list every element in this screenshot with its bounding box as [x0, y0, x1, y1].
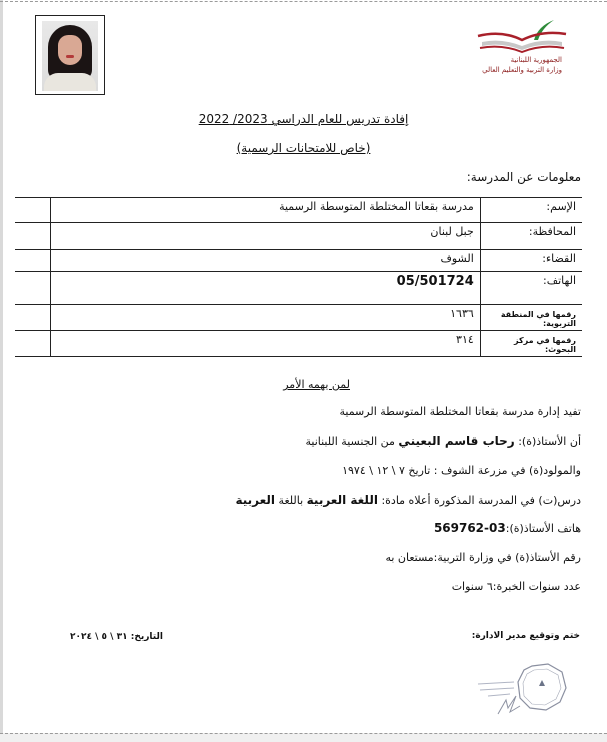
row-value: ٣١٤ — [51, 331, 481, 357]
table-row — [15, 198, 582, 223]
ministry-logo — [472, 18, 572, 80]
statement-birth: والمولود(ة) في مزرعة الشوف : تاريخ ٧ \ ١٢ \ ١٩٧٤ — [342, 464, 581, 477]
table-row — [15, 223, 582, 250]
row-label: القضاء: — [480, 250, 582, 272]
logo-text-republic: الجمهورية اللبنانية — [510, 56, 562, 64]
stamp-cedar — [539, 680, 545, 686]
row-label: الإسم: — [480, 198, 582, 223]
teacher-phone: 03-569762 — [433, 521, 506, 535]
row-empty — [15, 272, 51, 305]
logo-text-ministry: وزارة التربية والتعليم العالي — [482, 66, 562, 74]
row-value: الشوف — [51, 250, 481, 272]
table-row — [15, 250, 582, 272]
teacher-prefix: أن الأستاذ(ة): — [514, 435, 581, 448]
stamp-text-line — [488, 694, 510, 696]
subject-name: اللغة العربية — [306, 493, 378, 507]
photo-lips — [66, 55, 74, 58]
page-top-border — [0, 1, 607, 2]
row-empty — [15, 250, 51, 272]
statement-ministry-number: رقم الأستاذ(ة) في وزارة التربية:مستعان به — [385, 551, 581, 564]
photo-image — [42, 21, 98, 91]
to-whom-heading: لمن يهمه الأمر — [283, 378, 350, 391]
signature-label: ختم وتوقيع مدير الادارة: — [471, 631, 580, 641]
row-empty — [15, 305, 51, 331]
row-empty — [15, 223, 51, 250]
logo-line-top — [478, 33, 566, 40]
teacher-name: رحاب قاسم البعيني — [398, 434, 515, 448]
date-label: التاريخ: ٣١ \ ٥ \ ٢٠٢٤ — [70, 632, 163, 642]
book-icon — [472, 18, 572, 54]
photo-face — [58, 35, 82, 65]
row-empty — [15, 331, 51, 357]
table-row — [15, 305, 582, 331]
statement-teacher — [305, 434, 581, 448]
phone-label: هاتف الأستاذ(ة): — [505, 522, 581, 535]
school-info-table — [15, 197, 582, 357]
teacher-photo — [35, 15, 105, 95]
statement-subject — [236, 493, 582, 507]
document-subtitle: (خاص للامتحانات الرسمية) — [236, 141, 371, 155]
stamp-text-line — [478, 682, 514, 684]
statement-intro: تفيد إدارة مدرسة بقعاتا المختلطة المتوسطة الرسمية — [339, 405, 581, 418]
stamp-text-line — [480, 688, 514, 690]
row-empty — [15, 198, 51, 223]
page-bottom-border — [0, 733, 607, 734]
row-value: ١٦٣٦ — [51, 305, 481, 331]
document-title: إفادة تدريس للعام الدراسي 2023/ 2022 — [198, 112, 409, 126]
table-row — [15, 331, 582, 357]
stamp-icon — [470, 660, 570, 720]
stamp-inner — [523, 669, 561, 705]
signature-scribble — [498, 696, 520, 714]
subject-mid: باللغة — [275, 494, 307, 507]
school-info-heading: معلومات عن المدرسة: — [466, 170, 581, 184]
subject-language: العربية — [235, 493, 276, 507]
subject-prefix: درس(ت) في المدرسة المذكورة أعلاه مادة: — [377, 494, 581, 507]
row-label: رقمها في مركز البحوث: — [480, 331, 582, 357]
row-value: مدرسة بقعاتا المختلطة المتوسطة الرسمية — [51, 198, 481, 223]
stamp-octagon — [518, 664, 566, 710]
row-value: جبل لبنان — [51, 223, 481, 250]
photo-body — [44, 73, 96, 91]
official-stamp — [470, 660, 570, 720]
row-label: رقمها في المنطقة التربوية: — [480, 305, 582, 331]
row-value: 05/501724 — [51, 272, 481, 305]
teacher-nationality: من الجنسية اللبنانية — [305, 435, 399, 448]
statement-experience: عدد سنوات الخبرة:٦ سنوات — [451, 580, 581, 593]
row-label: الهاتف: — [480, 272, 582, 305]
logo-book — [482, 41, 562, 50]
row-label: المحافظة: — [480, 223, 582, 250]
logo-leaf — [534, 20, 554, 40]
statement-phone — [434, 521, 581, 535]
table-row — [15, 272, 582, 305]
